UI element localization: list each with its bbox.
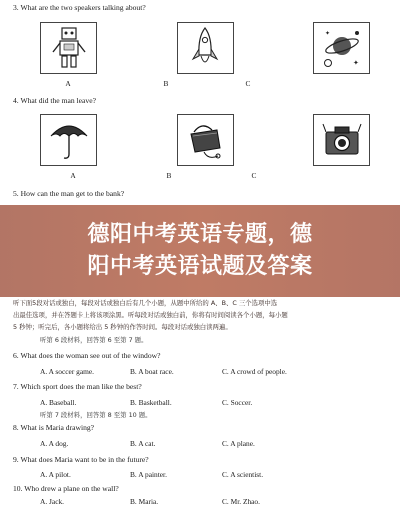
question-6: 6. What does the woman see out of the window? [13, 351, 161, 360]
section-note: 听第 7 段材料，回答第 8 至第 10 题。 [40, 411, 152, 419]
instruction-line: 听下面5段对话或独白，每段对话或独白后有几个小题，从题中所给的 A、B、C 三个选项中选 [13, 299, 278, 307]
q3-image-row [40, 22, 370, 74]
umbrella-icon [40, 114, 97, 166]
question-7: 7. Which sport does the man like the best? [13, 382, 142, 391]
q4-image-row [40, 114, 370, 166]
question-9: 9. What does Maria want to be in the future? [13, 455, 149, 464]
question-5: 5. How can the man get to the bank? [13, 189, 125, 198]
option-c: C. Soccer. [222, 398, 253, 407]
option-a: A. A pilot. [40, 470, 71, 479]
instruction-line: 5 秒钟；听完后，各小题将给出 5 秒钟的作答时间。每段对话或独白读两遍。 [13, 323, 232, 331]
option-c: C. Mr. Zhao. [222, 497, 260, 506]
instruction-line: 出最佳选项，并在答题卡上将该项涂黑。听每段对话或独白前，你将有时间阅读各个小题，每小题 [13, 311, 288, 319]
svg-text:✦: ✦ [352, 59, 359, 67]
option-label: B [166, 171, 172, 180]
option-a: A. Baseball. [40, 398, 77, 407]
section-note: 听第 6 段材料，回答第 6 至第 7 题。 [40, 336, 148, 344]
option-label: B [163, 79, 169, 88]
option-b: B. Basketball. [130, 398, 172, 407]
option-c: C. A scientist. [222, 470, 264, 479]
svg-text:✦: ✦ [324, 31, 330, 37]
question-10: 10. Who drew a plane on the wall? [13, 484, 119, 493]
option-a: A. A soccer game. [40, 367, 94, 376]
option-label: A [65, 79, 71, 88]
handbag-icon [177, 114, 234, 166]
robot-icon [40, 22, 97, 74]
title-banner [0, 205, 400, 297]
option-c: C. A plane. [222, 439, 255, 448]
question-4: 4. What did the man leave? [13, 96, 96, 105]
option-a: A. A dog. [40, 439, 69, 448]
option-b: B. A boat race. [130, 367, 174, 376]
option-b: B. A painter. [130, 470, 167, 479]
rocket-icon [177, 22, 234, 74]
question-3: 3. What are the two speakers talking about? [13, 3, 146, 12]
banner-title-line-1: 德阳中考英语专题，德 [87, 222, 313, 247]
option-b: B. Maria. [130, 497, 159, 506]
option-label: C [245, 79, 251, 88]
option-b: B. A cat. [130, 439, 156, 448]
option-label: A [70, 171, 76, 180]
banner-title-line-2: 阳中考英语试题及答案 [87, 254, 313, 279]
question-8: 8. What is Maria drawing? [13, 423, 95, 432]
camera-icon [313, 114, 370, 166]
planets-icon [313, 22, 370, 74]
option-label: C [251, 171, 257, 180]
option-c: C. A crowd of people. [222, 367, 287, 376]
option-a: A. Jack. [40, 497, 65, 506]
